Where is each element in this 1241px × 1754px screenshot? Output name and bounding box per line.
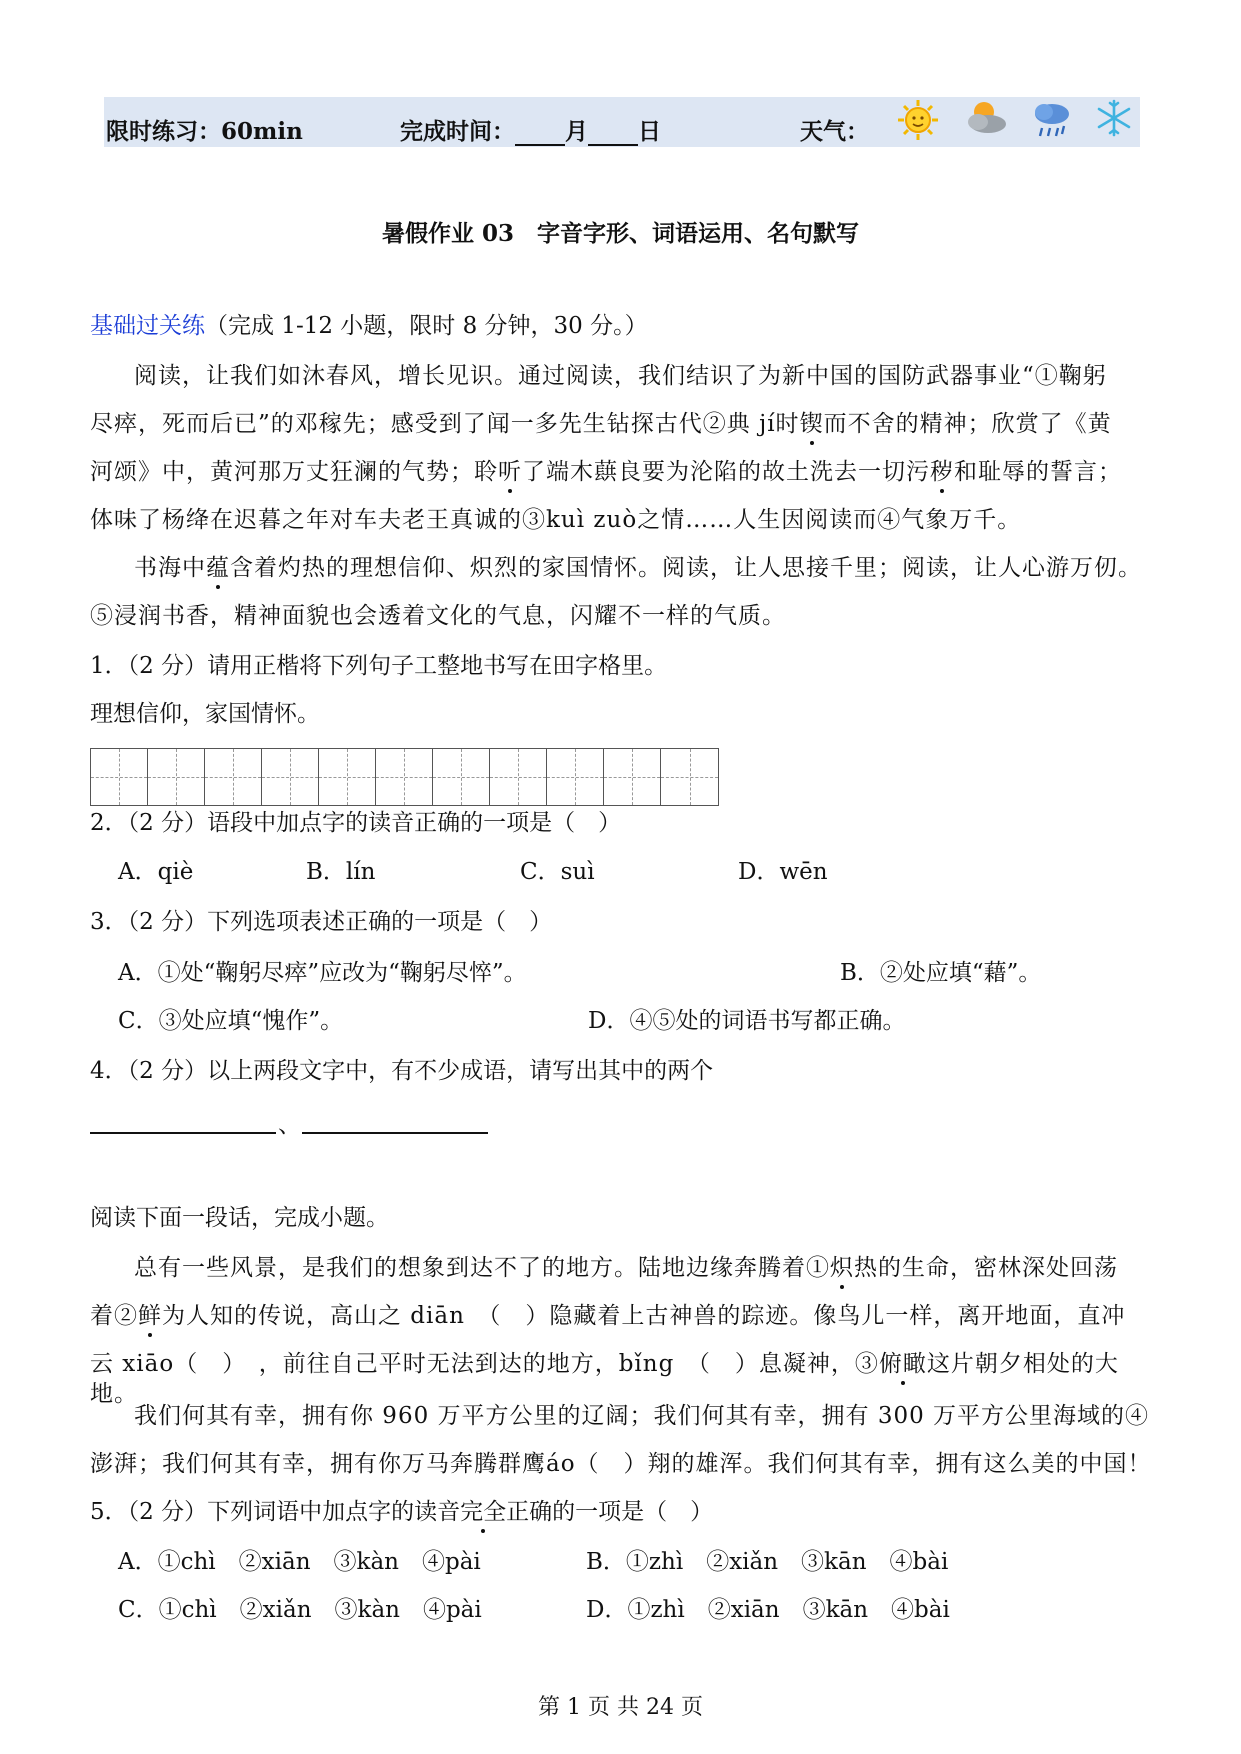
passage1-line: 河颂》中，黄河那万丈狂澜的气势；聆听了端木蕻良要为沦陷的故土洗去一切污秽和耻辱的誓言； <box>90 459 1122 485</box>
day-blank <box>588 122 638 146</box>
question-2-stem: 2．（2 分）语段中加点字的读音正确的一项是（ ） <box>90 810 622 836</box>
answer-separator: 、 <box>278 1112 301 1138</box>
q5-option-b[interactable]: B．①zhì ②xiǎn ③kān ④bài <box>586 1549 949 1575</box>
answer-blank[interactable] <box>90 1132 276 1134</box>
rain-icon <box>1030 98 1074 142</box>
passage1-line: 尽瘁，死而后已”的邓稼先；感受到了闻一多先生钻探古代②典 jí时锲而不舍的精神；欣赏了《黄 <box>90 411 1112 437</box>
dotted-char: 秽 <box>930 459 954 485</box>
time-limit: 限时练习：60min <box>106 118 303 145</box>
day-label: 日 <box>638 118 661 145</box>
sun-icon <box>896 98 940 142</box>
passage1-line: 书海中蕴含着灼热的理想信仰、炽烈的家国情怀。阅读，让人思接千里；阅读，让人心游万仞。 <box>134 555 1142 581</box>
q5-option-a[interactable]: A．①chì ②xiān ③kàn ④pài <box>118 1549 481 1575</box>
dotted-phrase: 读音完全正确 <box>414 1499 553 1525</box>
passage2-line: 澎湃；我们何其有幸，拥有你万马奔腾群鹰áo（ ）翔的雄浑。我们何其有幸，拥有这么美的中国！ <box>90 1451 1152 1477</box>
q5-option-d[interactable]: D．①zhì ②xiān ③kān ④bài <box>586 1597 950 1623</box>
q2-option-b[interactable]: B．lín <box>306 859 376 885</box>
grid-cell[interactable] <box>205 749 262 805</box>
section-note: （完成 1-12 小题，限时 8 分钟，30 分。） <box>205 313 648 339</box>
question-1-stem: 1．（2 分）请用正楷将下列句子工整地书写在田字格里。 <box>90 653 668 679</box>
section-heading <box>90 311 648 341</box>
page-title: 暑假作业 03 字音字形、词语运用、名句默写 <box>381 220 859 247</box>
grid-cell[interactable] <box>604 749 661 805</box>
completion-label: 完成时间： <box>400 118 515 145</box>
passage2-line: 我们何其有幸，拥有你 960 万平方公里的辽阔；我们何其有幸，拥有 300 万平方公里海域的④ <box>134 1403 1150 1429</box>
grid-cell[interactable] <box>376 749 433 805</box>
grid-cell[interactable] <box>91 749 148 805</box>
dotted-char: 蕴 <box>206 555 230 581</box>
passage1-line: 体味了杨绛在迟暮之年对车夫老王真诚的③kuì zuò之情……人生因阅读而④气象万千。 <box>90 507 1022 533</box>
dotted-char: 俯瞰 <box>878 1351 927 1377</box>
section-title: 基础过关练 <box>90 313 205 339</box>
grid-cell[interactable] <box>319 749 376 805</box>
snowflake-icon <box>1094 98 1134 138</box>
month-blank <box>515 122 565 146</box>
q5-option-c[interactable]: C．①chì ②xiǎn ③kàn ④pài <box>118 1597 482 1623</box>
q2-option-a[interactable]: A．qiè <box>118 859 194 885</box>
passage1-line: ⑤浸润书香，精神面貌也会透着文化的气息，闪耀不一样的气质。 <box>90 603 786 629</box>
dotted-char: 锲 <box>799 411 824 437</box>
page-number: 第 1 页 共 24 页 <box>538 1695 703 1720</box>
passage2-line: 总有一些风景，是我们的想象到达不了的地方。陆地边缘奔腾着①炽热的生命，密林深处回荡 <box>134 1255 1118 1281</box>
question-1-text: 理想信仰，家国情怀。 <box>90 701 320 727</box>
question-4-stem: 4．（2 分）以上两段文字中，有不少成语，请写出其中的两个 <box>90 1058 714 1084</box>
grid-cell[interactable] <box>433 749 490 805</box>
q3-option-c[interactable]: C．③处应填“愧作”。 <box>118 1008 344 1034</box>
dotted-char: 听 <box>498 459 522 485</box>
question-3-stem: 3．（2 分）下列选项表述正确的一项是（ ） <box>90 909 553 935</box>
tianzige-grid[interactable] <box>90 748 719 806</box>
question-5-stem: 5．（2 分）下列词语中加点字的读音完全正确的一项是（ ） <box>90 1499 714 1525</box>
dotted-char: 鲜 <box>138 1303 162 1329</box>
partly-cloudy-icon <box>962 98 1010 138</box>
answer-blank[interactable] <box>302 1132 488 1134</box>
month-label: 月 <box>565 118 588 145</box>
grid-cell[interactable] <box>661 749 718 805</box>
grid-cell[interactable] <box>148 749 205 805</box>
grid-cell[interactable] <box>262 749 319 805</box>
q2-option-c[interactable]: C．suì <box>520 859 595 885</box>
passage2-line: 云 xiāo（ ） ，前往自己平时无法到达的地方，bǐng （ ）息凝神，③俯瞰这片朝夕相处的大地。 <box>90 1351 1119 1407</box>
q3-option-a[interactable]: A．①处“鞠躬尽瘁”应改为“鞠躬尽悴”。 <box>118 960 527 986</box>
q3-option-d[interactable]: D．④⑤处的词语书写都正确。 <box>588 1008 906 1034</box>
passage2-line: 着②鲜为人知的传说，高山之 diān （ ）隐藏着上古神兽的踪迹。像鸟儿一样，离开地面，直冲 <box>90 1303 1126 1329</box>
completion-time <box>400 118 661 146</box>
q2-option-d[interactable]: D．wēn <box>738 859 828 885</box>
passage2-intro: 阅读下面一段话，完成小题。 <box>90 1205 389 1231</box>
grid-cell[interactable] <box>547 749 604 805</box>
q3-option-b[interactable]: B．②处应填“藉”。 <box>840 960 1042 986</box>
weather-label: 天气： <box>800 118 869 145</box>
passage1-line: 阅读，让我们如沐春风，增长见识。通过阅读，我们结识了为新中国的国防武器事业“①鞠躬 <box>134 363 1107 389</box>
grid-cell[interactable] <box>490 749 547 805</box>
dotted-char: 炽 <box>830 1255 854 1281</box>
